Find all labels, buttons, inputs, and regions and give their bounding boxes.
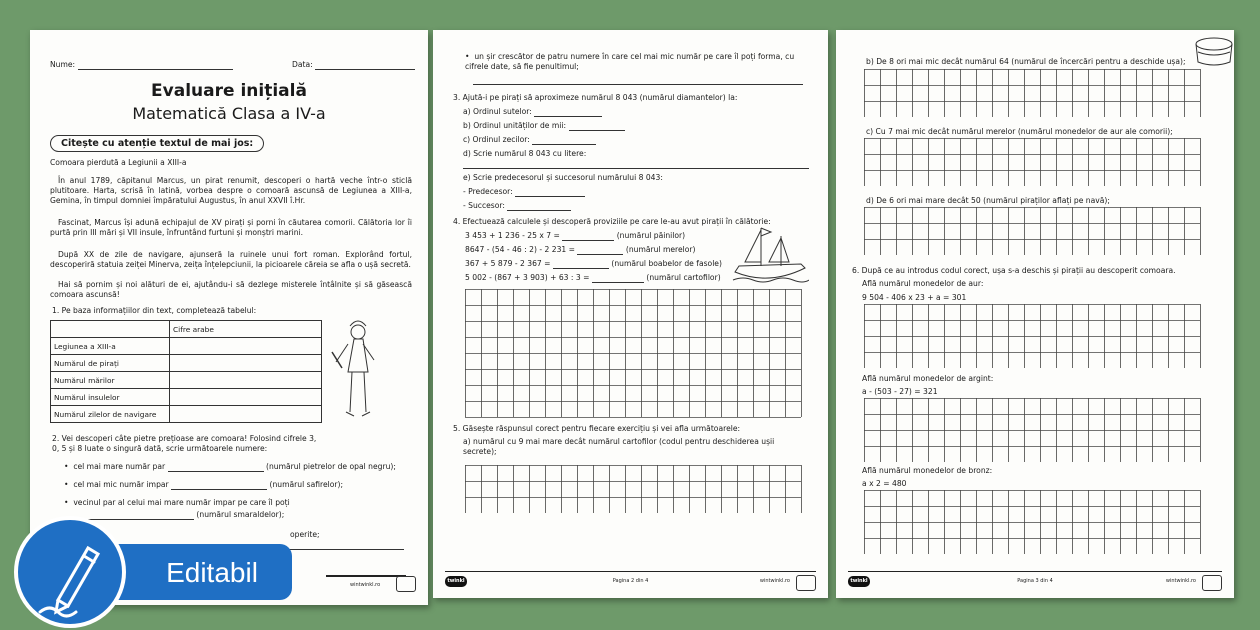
aur-equation: 9 504 - 406 x 23 + a = 301 [862,293,967,302]
q5d: d) De 6 ori mai mare decât 50 (numărul piraților aflați pe navă); [866,196,1110,205]
calc-1: 3 453 + 1 236 - 25 x 7 = (numărul păinilor) [465,231,686,240]
answer-line[interactable] [463,168,809,169]
page-footer [848,571,1222,592]
footer-site: wintwinkl.ro [1165,578,1196,584]
story-title: Comoara pierdută a Legiunii a XIII-a [50,158,187,167]
logo-icon [796,575,816,591]
table-row-label: Numărul de pirați [51,355,170,372]
bullet-continued: • un șir crescător de patru numere în care cel mai mic număr pe care îl poți forma, cu cifrele date, să fie penultimul; [465,52,795,71]
calc-grid-5[interactable] [864,207,1204,255]
answer-cell[interactable] [170,372,322,389]
footer-site: wintwinkl.ro [350,582,381,588]
badge-label: Editabil [166,557,258,588]
bronz-equation: a x 2 = 480 [862,479,907,488]
q3e: e) Scrie predecesorul și succesorul numărului 8 043: [463,173,663,182]
page-title: Evaluare inițială [151,81,307,101]
calc-grid-4[interactable] [864,138,1204,186]
editabil-badge[interactable] [0,512,300,630]
answer-line [288,540,404,550]
footer-site: wintwinkl.ro [759,578,790,584]
q3a: a) Ordinul sutelor: [463,107,602,117]
table-row-label: Legiunea a XIII-a [51,338,170,355]
calc-grid-8[interactable] [864,490,1204,554]
instruction-pill: Citește cu atenție textul de mai jos: [50,135,264,152]
calc-grid-7[interactable] [864,398,1204,462]
badge-circle [16,518,124,626]
info-table [50,320,322,423]
pirate-illustration [330,312,390,432]
bronz-label: Află numărul monedelor de bronz: [862,466,993,475]
bullet-1: • cel mai mare număr par (numărul pietrelor de opal negru); [64,462,396,471]
page-number: Pagina 2 din 4 [612,578,649,584]
answer-cell[interactable] [170,338,322,355]
worksheet-page-2 [433,30,828,598]
bullet-4-fragment: operite; [290,530,320,539]
table-header: Cifre arabe [170,321,322,338]
logo-icon [396,576,416,592]
question-4: 4. Efectuează calculele și descoperă proviziile pe care le-au avut pirații în călătorie: [453,217,771,226]
table-row-label: Numărul insulelor [51,389,170,406]
story-paragraph-4: Hai să pornim și noi alături de ei, ajutându-i să dezlege misterele întâlnite și să găsească comoara ascunsă! [50,280,412,299]
story-paragraph-2: Fascinat, Marcus își adună echipajul de XV pirați și porni în căutarea comorii. Călătoria lor îi purtă prin III mări și VII insule, înfruntând furtuni și monștri marini. [50,218,412,237]
question-1: 1. Pe baza informațiilor din text, completează tabelul: [52,306,257,315]
table-row-label: Numărul zilelor de navigare [51,406,170,423]
date-label: Data: [292,60,415,70]
argint-equation: a - (503 - 27) = 321 [862,387,938,396]
q5c: c) Cu 7 mai mic decât numărul merelor (numărul monedelor de aur ale comorii); [866,127,1173,136]
q3b: b) Ordinul unităților de mii: [463,121,625,131]
page-footer [445,571,816,592]
logo-icon [1202,575,1222,591]
table-row-label: Numărul mărilor [51,372,170,389]
bullet-3-cont: (numărul smaraldelor); [74,510,284,520]
calc-3: 367 + 5 879 - 2 367 = (numărul boabelor de fasole) [465,259,722,268]
q5a: a) numărul cu 9 mai mare decât numărul cartofilor (codul pentru deschiderea ușii secrete); [463,437,775,456]
q3c: c) Ordinul zecilor: [463,135,596,145]
name-label: Nume: [50,60,233,70]
answer-line[interactable] [473,84,803,85]
q3d: d) Scrie numărul 8 043 cu litere: [463,149,587,158]
calc-4: 5 002 - (867 + 3 903) + 63 : 3 = (numărul cartofilor) [465,273,721,282]
page-number: Pagina 3 din 4 [1017,578,1053,584]
worksheet-page-3 [836,30,1234,598]
calc-grid-1[interactable] [465,289,805,421]
answer-cell[interactable] [170,389,322,406]
twinkl-logo: twinkl [848,576,870,587]
calc-2: 8647 - (54 - 46 : 2) - 2 231 = (numărul merelor) [465,245,696,254]
predecesor: - Predecesor: [463,187,585,197]
story-paragraph-3: După XX de zile de navigare, ajunseră la ruinele unui fort roman. Explorând fortul, descoperiră statuia zeiței Minerva, zeița înțelepciunii, la picioarele căreia se afla o ușă secretă. [50,250,412,269]
calc-grid-2[interactable] [465,465,805,513]
answer-cell[interactable] [170,406,322,423]
bullet-2: • cel mai mic număr impar (numărul safirelor); [64,480,344,489]
q5b: b) De 8 ori mai mic decât numărul 64 (numărul de încercări pentru a deschide ușa); [866,57,1186,66]
calc-grid-6[interactable] [864,304,1204,368]
question-5: 5. Găsește răspunsul corect pentru fiecare exercițiu și vei afla următoarele: [453,424,741,433]
calc-grid-3[interactable] [864,69,1204,117]
aur-label: Află numărul monedelor de aur: [862,279,984,288]
bullet-3: • vecinul par al celui mai mare număr impar pe care îl poți [64,498,290,507]
answer-cell[interactable] [170,355,322,372]
page-subtitle: Matematică Clasa a IV-a [132,104,326,123]
question-2: 2. Vei descoperi câte pietre prețioase are comoara! Folosind cifrele 3, 0, 5 și 8 luate o singură dată, scrie următoarele numere: [52,434,317,453]
twinkl-logo: twinkl [445,576,467,587]
question-6: 6. După ce au introdus codul corect, ușa s-a deschis și pirații au descoperit comoara. [852,266,1176,275]
ship-illustration [731,222,809,290]
argint-label: Află numărul monedelor de argint: [862,374,994,383]
story-paragraph-1: În anul 1789, căpitanul Marcus, un pirat renumit, descoperi o hartă veche într-o sticlă plutitoare. Harta, scrisă în latină, vorbea despre o comoară ascunsă de Legiunea a XIII-a, Gemina, în timpul domniei împăratului Augustus, în anul XXVII î.Hr. [50,176,412,205]
question-3: 3. Ajută-i pe pirați să aproximeze numărul 8 043 (numărul diamantelor) la: [453,93,738,102]
succesor: - Succesor: [463,201,571,211]
treasure-chest-icon [1192,34,1234,68]
footer-rule [326,575,406,577]
